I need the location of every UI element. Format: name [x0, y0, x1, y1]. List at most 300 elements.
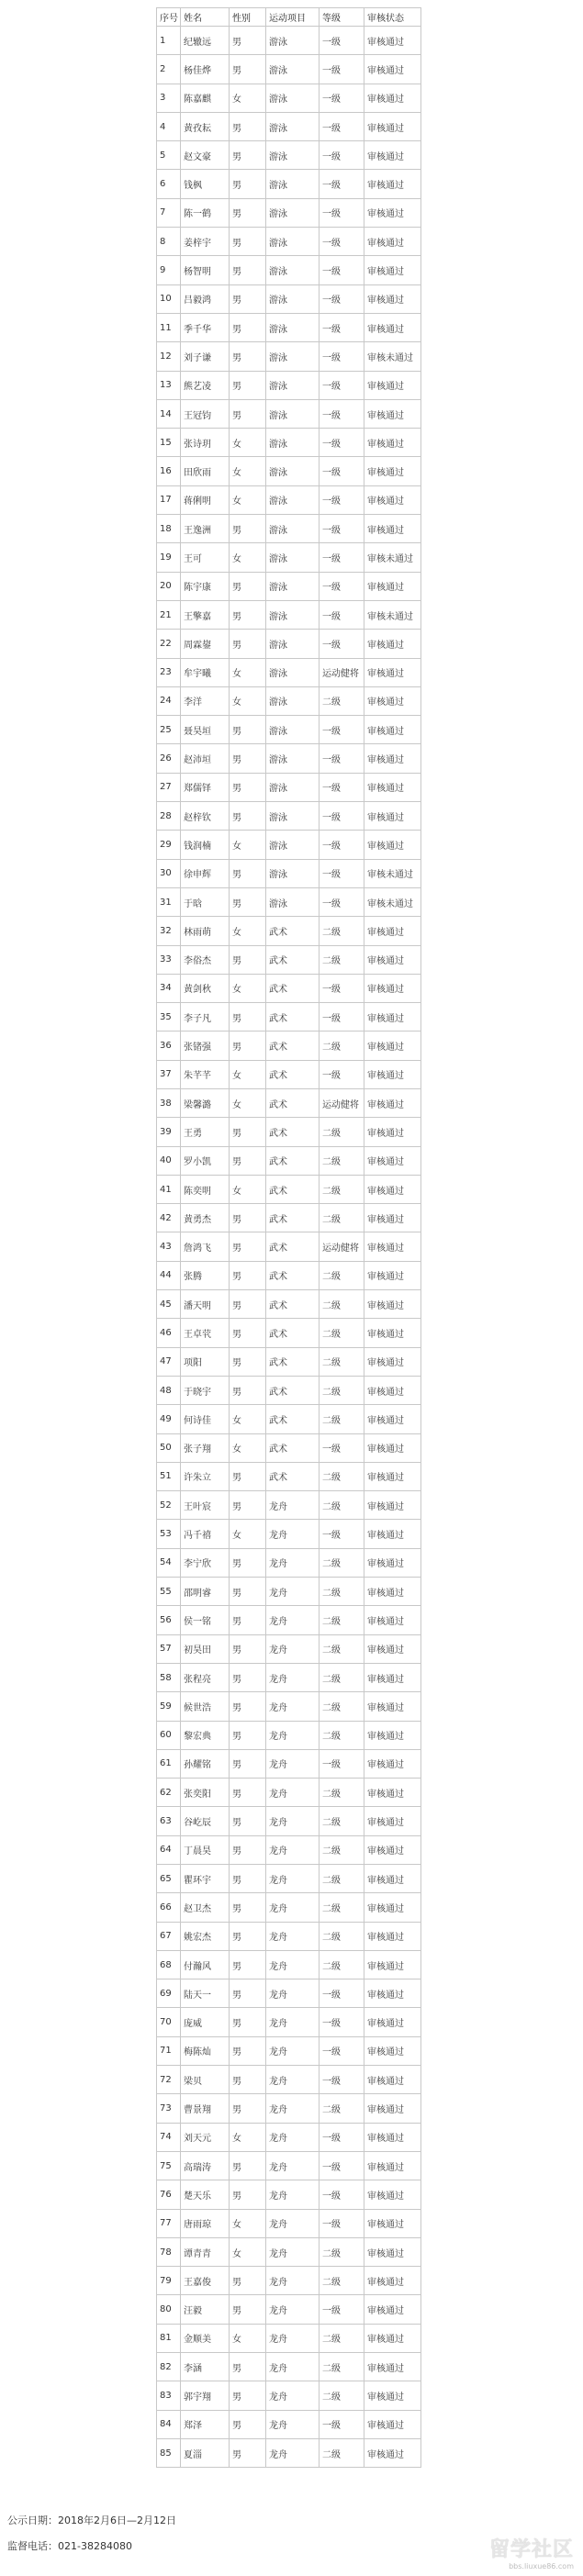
- cell-level: 二级: [320, 2094, 364, 2123]
- cell-level: 一级: [320, 1003, 364, 1032]
- cell-status: 审核通过: [364, 2410, 421, 2438]
- cell-gender: 男: [230, 945, 266, 974]
- cell-gender: 男: [230, 1922, 266, 1950]
- cell-sport: 武术: [266, 974, 320, 1002]
- cell-status: 审核通过: [364, 831, 421, 859]
- cell-index: 83: [157, 2381, 181, 2410]
- cell-level: 一级: [320, 630, 364, 658]
- cell-name: 刘天元: [181, 2123, 230, 2151]
- cell-gender: 女: [230, 1520, 266, 1548]
- cell-name: 周霖鋆: [181, 630, 230, 658]
- cell-index: 51: [157, 1462, 181, 1490]
- cell-level: 一级: [320, 256, 364, 284]
- cell-gender: 女: [230, 974, 266, 1002]
- cell-sport: 游泳: [266, 429, 320, 457]
- table-row: [157, 1204, 421, 1232]
- cell-name: 候世浩: [181, 1692, 230, 1721]
- header-level: 等级: [320, 8, 364, 27]
- table-row: [157, 2381, 421, 2410]
- cell-sport: 武术: [266, 1433, 320, 1462]
- cell-level: 一级: [320, 198, 364, 227]
- cell-gender: 男: [230, 1319, 266, 1347]
- cell-name: 徐申辉: [181, 859, 230, 887]
- cell-index: 60: [157, 1721, 181, 1749]
- cell-sport: 武术: [266, 1462, 320, 1490]
- cell-sport: 龙舟: [266, 1692, 320, 1721]
- cell-sport: 游泳: [266, 141, 320, 170]
- table-row: [157, 744, 421, 773]
- cell-level: 一级: [320, 284, 364, 313]
- cell-sport: 游泳: [266, 112, 320, 140]
- cell-level: 二级: [320, 1376, 364, 1404]
- cell-index: 18: [157, 515, 181, 543]
- cell-gender: 男: [230, 2353, 266, 2381]
- cell-status: 审核通过: [364, 2324, 421, 2352]
- cell-level: 一级: [320, 2123, 364, 2151]
- cell-name: 孙耀铭: [181, 1749, 230, 1778]
- table-row: [157, 485, 421, 514]
- cell-index: 8: [157, 228, 181, 256]
- cell-index: 30: [157, 859, 181, 887]
- header-status: 审核状态: [364, 8, 421, 27]
- cell-gender: 女: [230, 1088, 266, 1117]
- table-row: [157, 974, 421, 1002]
- cell-name: 侯一铭: [181, 1606, 230, 1634]
- cell-status: 审核通过: [364, 2381, 421, 2410]
- cell-gender: 男: [230, 371, 266, 399]
- cell-status: 审核通过: [364, 2353, 421, 2381]
- cell-gender: 男: [230, 1204, 266, 1232]
- cell-status: 审核通过: [364, 2123, 421, 2151]
- cell-index: 77: [157, 2209, 181, 2237]
- cell-level: 一级: [320, 802, 364, 831]
- cell-name: 张子翔: [181, 1433, 230, 1462]
- cell-index: 5: [157, 141, 181, 170]
- cell-name: 曹景翔: [181, 2094, 230, 2123]
- cell-name: 梁贝: [181, 2066, 230, 2094]
- cell-gender: 男: [230, 2410, 266, 2438]
- cell-index: 11: [157, 313, 181, 341]
- cell-index: 13: [157, 371, 181, 399]
- cell-index: 17: [157, 485, 181, 514]
- cell-index: 27: [157, 773, 181, 801]
- cell-sport: 龙舟: [266, 1835, 320, 1864]
- cell-sport: 武术: [266, 917, 320, 945]
- cell-name: 汪毅: [181, 2295, 230, 2324]
- cell-status: 审核通过: [364, 1261, 421, 1289]
- cell-level: 一级: [320, 543, 364, 572]
- cell-level: 一级: [320, 55, 364, 84]
- cell-status: 审核通过: [364, 1347, 421, 1376]
- cell-level: 二级: [320, 1835, 364, 1864]
- table-row: [157, 2180, 421, 2209]
- cell-gender: 男: [230, 141, 266, 170]
- table-row: [157, 1462, 421, 1490]
- cell-name: 瞿环宇: [181, 1865, 230, 1893]
- cell-gender: 男: [230, 2008, 266, 2036]
- table-row: [157, 2036, 421, 2065]
- cell-gender: 女: [230, 485, 266, 514]
- cell-name: 张诗玥: [181, 429, 230, 457]
- cell-name: 赵文豪: [181, 141, 230, 170]
- cell-sport: 龙舟: [266, 1721, 320, 1749]
- cell-status: 审核通过: [364, 1893, 421, 1922]
- cell-index: 6: [157, 170, 181, 198]
- cell-name: 谷屹辰: [181, 1807, 230, 1835]
- table-row: [157, 887, 421, 916]
- cell-index: 57: [157, 1634, 181, 1663]
- cell-name: 王勇: [181, 1118, 230, 1146]
- cell-index: 29: [157, 831, 181, 859]
- cell-status: 审核通过: [364, 2008, 421, 2036]
- cell-level: 一级: [320, 228, 364, 256]
- cell-gender: 女: [230, 917, 266, 945]
- cell-status: 审核通过: [364, 313, 421, 341]
- cell-index: 24: [157, 686, 181, 715]
- cell-gender: 男: [230, 198, 266, 227]
- cell-sport: 武术: [266, 945, 320, 974]
- cell-name: 王可: [181, 543, 230, 572]
- cell-gender: 女: [230, 2324, 266, 2352]
- table-row: [157, 228, 421, 256]
- cell-sport: 武术: [266, 1175, 320, 1203]
- cell-sport: 龙舟: [266, 1922, 320, 1950]
- table-row: [157, 2151, 421, 2180]
- cell-index: 73: [157, 2094, 181, 2123]
- table-row: [157, 256, 421, 284]
- cell-level: 二级: [320, 1692, 364, 1721]
- cell-index: 85: [157, 2438, 181, 2467]
- cell-index: 48: [157, 1376, 181, 1404]
- cell-gender: 男: [230, 1491, 266, 1520]
- cell-status: 审核通过: [364, 1462, 421, 1490]
- cell-status: 审核通过: [364, 170, 421, 198]
- cell-sport: 龙舟: [266, 1950, 320, 1979]
- cell-status: 审核通过: [364, 1721, 421, 1749]
- cell-name: 郭宇翔: [181, 2381, 230, 2410]
- cell-sport: 龙舟: [266, 2066, 320, 2094]
- table-row: [157, 945, 421, 974]
- table-row: [157, 1261, 421, 1289]
- cell-level: 一级: [320, 457, 364, 485]
- cell-sport: 龙舟: [266, 2123, 320, 2151]
- table-row: [157, 1032, 421, 1060]
- cell-status: 审核通过: [364, 1922, 421, 1950]
- cell-index: 7: [157, 198, 181, 227]
- cell-index: 42: [157, 1204, 181, 1232]
- cell-index: 67: [157, 1922, 181, 1950]
- table-row: [157, 1979, 421, 2008]
- cell-sport: 龙舟: [266, 2209, 320, 2237]
- cell-gender: 男: [230, 1663, 266, 1691]
- cell-level: 二级: [320, 1606, 364, 1634]
- cell-gender: 男: [230, 228, 266, 256]
- cell-index: 78: [157, 2237, 181, 2266]
- cell-name: 李涵: [181, 2353, 230, 2381]
- cell-status: 审核通过: [364, 1319, 421, 1347]
- cell-name: 丁晨昊: [181, 1835, 230, 1864]
- cell-index: 45: [157, 1290, 181, 1319]
- cell-sport: 龙舟: [266, 2324, 320, 2352]
- cell-level: 一级: [320, 2008, 364, 2036]
- cell-gender: 女: [230, 543, 266, 572]
- table-row: [157, 2123, 421, 2151]
- cell-status: 审核通过: [364, 2295, 421, 2324]
- cell-sport: 游泳: [266, 170, 320, 198]
- cell-status: 审核未通过: [364, 342, 421, 371]
- cell-gender: 男: [230, 859, 266, 887]
- cell-status: 审核通过: [364, 2066, 421, 2094]
- cell-index: 84: [157, 2410, 181, 2438]
- cell-index: 70: [157, 2008, 181, 2036]
- cell-sport: 游泳: [266, 600, 320, 629]
- cell-name: 谭青青: [181, 2237, 230, 2266]
- cell-index: 62: [157, 1779, 181, 1807]
- table-row: [157, 2008, 421, 2036]
- cell-sport: 武术: [266, 1060, 320, 1088]
- cell-sport: 武术: [266, 1003, 320, 1032]
- cell-gender: 男: [230, 2381, 266, 2410]
- cell-name: 熊艺凌: [181, 371, 230, 399]
- cell-name: 李宁欣: [181, 1548, 230, 1577]
- cell-name: 赵卫杰: [181, 1893, 230, 1922]
- cell-sport: 武术: [266, 1146, 320, 1175]
- cell-name: 李俗杰: [181, 945, 230, 974]
- cell-gender: 女: [230, 2209, 266, 2237]
- cell-sport: 游泳: [266, 256, 320, 284]
- cell-name: 王嘉俊: [181, 2267, 230, 2295]
- table-row: [157, 630, 421, 658]
- cell-status: 审核通过: [364, 1175, 421, 1203]
- table-row: [157, 198, 421, 227]
- cell-index: 19: [157, 543, 181, 572]
- cell-name: 陈一鹤: [181, 198, 230, 227]
- cell-level: 一级: [320, 342, 364, 371]
- table-row: [157, 1606, 421, 1634]
- cell-index: 47: [157, 1347, 181, 1376]
- cell-sport: 龙舟: [266, 2438, 320, 2467]
- cell-gender: 男: [230, 744, 266, 773]
- cell-name: 王卓茕: [181, 1319, 230, 1347]
- cell-name: 许朱立: [181, 1462, 230, 1490]
- cell-name: 朱芊芊: [181, 1060, 230, 1088]
- cell-index: 2: [157, 55, 181, 84]
- cell-gender: 男: [230, 1578, 266, 1606]
- cell-sport: 龙舟: [266, 1663, 320, 1691]
- cell-status: 审核通过: [364, 141, 421, 170]
- table-row: [157, 2438, 421, 2467]
- cell-status: 审核通过: [364, 658, 421, 686]
- cell-level: 二级: [320, 2324, 364, 2352]
- cell-gender: 男: [230, 1376, 266, 1404]
- cell-index: 15: [157, 429, 181, 457]
- cell-name: 王逸洲: [181, 515, 230, 543]
- cell-level: 二级: [320, 1405, 364, 1433]
- cell-gender: 女: [230, 1175, 266, 1203]
- cell-level: 一级: [320, 2180, 364, 2209]
- cell-level: 一级: [320, 974, 364, 1002]
- cell-status: 审核通过: [364, 84, 421, 112]
- table-row: [157, 1491, 421, 1520]
- cell-gender: 男: [230, 773, 266, 801]
- cell-gender: 男: [230, 630, 266, 658]
- cell-sport: 龙舟: [266, 1779, 320, 1807]
- cell-status: 审核通过: [364, 429, 421, 457]
- supervision-phone: 监督电话：021-38284080: [7, 2540, 132, 2552]
- cell-gender: 女: [230, 658, 266, 686]
- cell-name: 季千华: [181, 313, 230, 341]
- cell-name: 项阳: [181, 1347, 230, 1376]
- cell-gender: 男: [230, 1979, 266, 2008]
- table-row: [157, 1922, 421, 1950]
- table-row: [157, 1950, 421, 1979]
- cell-gender: 男: [230, 1634, 266, 1663]
- cell-level: 一级: [320, 2410, 364, 2438]
- cell-index: 68: [157, 1950, 181, 1979]
- cell-level: 二级: [320, 1175, 364, 1203]
- cell-status: 审核通过: [364, 1146, 421, 1175]
- table-row: [157, 1893, 421, 1922]
- cell-status: 审核通过: [364, 1865, 421, 1893]
- cell-name: 张程亮: [181, 1663, 230, 1691]
- table-row: [157, 859, 421, 887]
- cell-level: 二级: [320, 917, 364, 945]
- cell-level: 一级: [320, 141, 364, 170]
- cell-name: 付瀚风: [181, 1950, 230, 1979]
- cell-gender: 男: [230, 1606, 266, 1634]
- cell-status: 审核通过: [364, 2438, 421, 2467]
- cell-index: 14: [157, 399, 181, 428]
- table-body: [157, 27, 421, 2468]
- cell-level: 一级: [320, 399, 364, 428]
- cell-sport: 武术: [266, 1088, 320, 1117]
- cell-gender: 男: [230, 1749, 266, 1778]
- cell-status: 审核通过: [364, 1003, 421, 1032]
- table-row: [157, 572, 421, 600]
- cell-gender: 男: [230, 1003, 266, 1032]
- table-row: [157, 112, 421, 140]
- table-row: [157, 2410, 421, 2438]
- cell-gender: 男: [230, 2267, 266, 2295]
- cell-level: 二级: [320, 945, 364, 974]
- cell-name: 黄剑秋: [181, 974, 230, 1002]
- cell-name: 郑儒铎: [181, 773, 230, 801]
- cell-gender: 男: [230, 1462, 266, 1490]
- cell-status: 审核通过: [364, 1779, 421, 1807]
- cell-level: 一级: [320, 1749, 364, 1778]
- table-row: [157, 1060, 421, 1088]
- table-row: [157, 1548, 421, 1577]
- cell-name: 姜梓宇: [181, 228, 230, 256]
- cell-status: 审核通过: [364, 112, 421, 140]
- cell-sport: 游泳: [266, 27, 320, 55]
- cell-sport: 游泳: [266, 228, 320, 256]
- cell-sport: 武术: [266, 1232, 320, 1261]
- cell-gender: 男: [230, 600, 266, 629]
- table-row: [157, 1319, 421, 1347]
- cell-index: 1: [157, 27, 181, 55]
- cell-level: 一级: [320, 859, 364, 887]
- table-row: [157, 2295, 421, 2324]
- cell-status: 审核通过: [364, 716, 421, 744]
- cell-level: 一级: [320, 2066, 364, 2094]
- cell-name: 李洋: [181, 686, 230, 715]
- cell-sport: 游泳: [266, 887, 320, 916]
- cell-sport: 龙舟: [266, 2353, 320, 2381]
- cell-status: 审核通过: [364, 1118, 421, 1146]
- cell-gender: 男: [230, 1032, 266, 1060]
- cell-index: 81: [157, 2324, 181, 2352]
- cell-name: 纪辙远: [181, 27, 230, 55]
- cell-level: 一级: [320, 429, 364, 457]
- cell-sport: 游泳: [266, 342, 320, 371]
- cell-status: 审核通过: [364, 1088, 421, 1117]
- cell-index: 32: [157, 917, 181, 945]
- cell-name: 王冠钧: [181, 399, 230, 428]
- cell-name: 聂昊垣: [181, 716, 230, 744]
- table-row: [157, 141, 421, 170]
- cell-status: 审核通过: [364, 228, 421, 256]
- table-row: [157, 429, 421, 457]
- cell-level: 二级: [320, 1548, 364, 1577]
- table-row: [157, 600, 421, 629]
- header-sport: 运动项目: [266, 8, 320, 27]
- cell-level: 二级: [320, 686, 364, 715]
- publicity-date: 公示日期：2018年2月6日—2月12日: [7, 2515, 176, 2526]
- cell-level: 一级: [320, 371, 364, 399]
- cell-name: 楚天乐: [181, 2180, 230, 2209]
- cell-name: 于晗: [181, 887, 230, 916]
- cell-status: 审核通过: [364, 744, 421, 773]
- cell-sport: 游泳: [266, 313, 320, 341]
- cell-level: 二级: [320, 1204, 364, 1232]
- cell-sport: 龙舟: [266, 2094, 320, 2123]
- cell-sport: 武术: [266, 1204, 320, 1232]
- table-header-row: [157, 8, 421, 27]
- table-row: [157, 2324, 421, 2352]
- cell-index: 25: [157, 716, 181, 744]
- cell-status: 审核通过: [364, 1376, 421, 1404]
- cell-name: 林雨萌: [181, 917, 230, 945]
- watermark-title: 留学社区: [488, 2538, 574, 2561]
- cell-status: 审核未通过: [364, 887, 421, 916]
- cell-status: 审核未通过: [364, 600, 421, 629]
- cell-index: 76: [157, 2180, 181, 2209]
- cell-status: 审核通过: [364, 515, 421, 543]
- cell-gender: 男: [230, 572, 266, 600]
- cell-name: 陈嘉麒: [181, 84, 230, 112]
- cell-level: 二级: [320, 1578, 364, 1606]
- cell-status: 审核通过: [364, 2209, 421, 2237]
- cell-sport: 龙舟: [266, 2295, 320, 2324]
- cell-gender: 男: [230, 256, 266, 284]
- table-row: [157, 716, 421, 744]
- cell-sport: 游泳: [266, 572, 320, 600]
- cell-status: 审核通过: [364, 1663, 421, 1691]
- cell-sport: 武术: [266, 1405, 320, 1433]
- cell-index: 23: [157, 658, 181, 686]
- cell-index: 66: [157, 1893, 181, 1922]
- cell-index: 55: [157, 1578, 181, 1606]
- table-row: [157, 313, 421, 341]
- cell-index: 64: [157, 1835, 181, 1864]
- cell-gender: 男: [230, 802, 266, 831]
- cell-status: 审核通过: [364, 802, 421, 831]
- cell-index: 31: [157, 887, 181, 916]
- table-row: [157, 1003, 421, 1032]
- cell-status: 审核通过: [364, 1692, 421, 1721]
- cell-sport: 游泳: [266, 55, 320, 84]
